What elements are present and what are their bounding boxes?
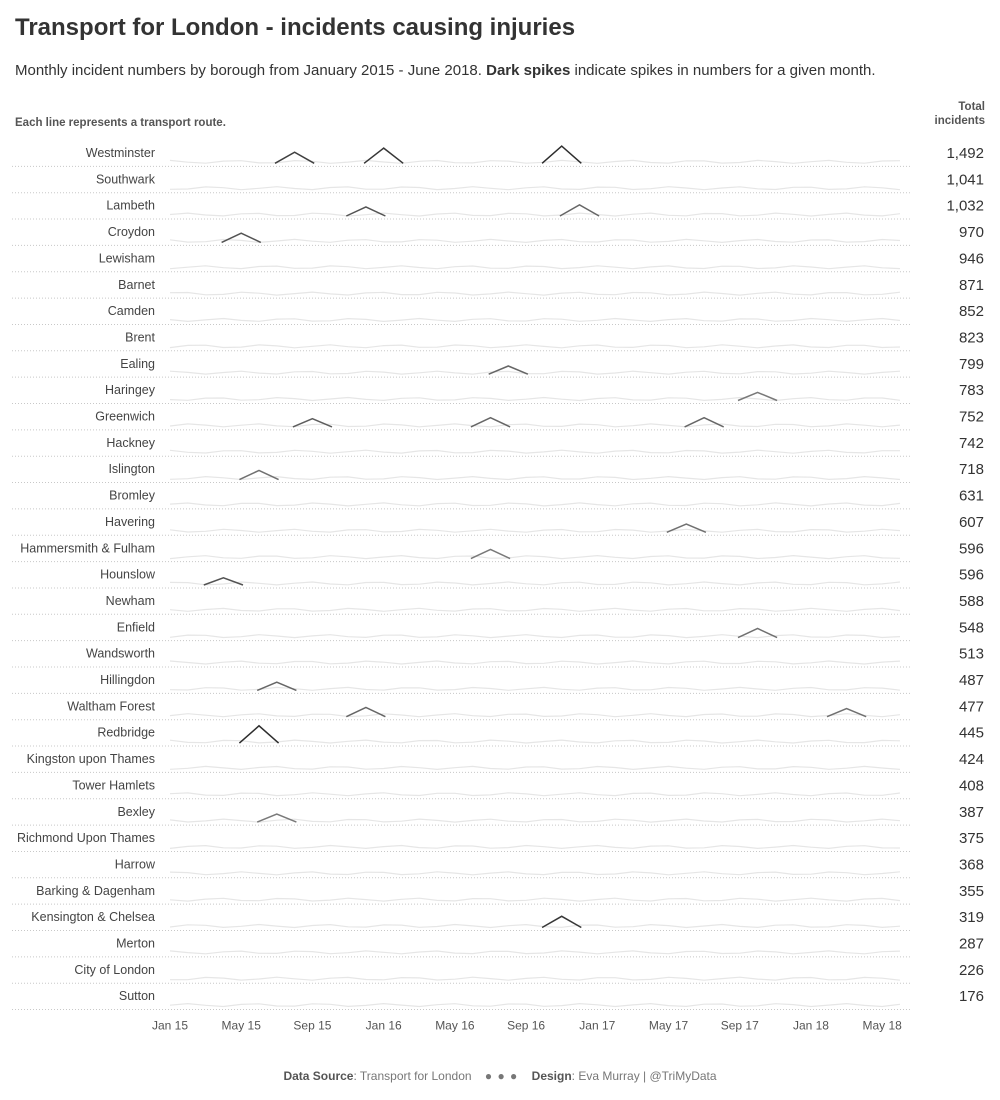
borough-label: Barking & Dagenham <box>36 883 155 898</box>
borough-label: Bexley <box>117 804 155 819</box>
source-label: Data Source <box>283 1069 354 1083</box>
route-baseline <box>170 714 900 717</box>
borough-total: 408 <box>958 777 984 795</box>
borough-label: Southwark <box>95 172 155 187</box>
x-tick-label: May 15 <box>221 1018 261 1033</box>
borough-label: Kensington & Chelsea <box>31 910 155 925</box>
x-tick-label: May 16 <box>435 1018 475 1033</box>
borough-total: 596 <box>958 566 984 584</box>
borough-total: 176 <box>958 988 984 1006</box>
borough-label: City of London <box>74 962 155 977</box>
borough-total: 588 <box>958 592 984 610</box>
x-tick-label: Jan 16 <box>365 1018 402 1033</box>
borough-label: Hillingdon <box>100 673 155 687</box>
subtitle-text: Monthly incident numbers by borough from January 2015 - June 2018. <box>15 62 487 79</box>
borough-label: Merton <box>116 936 155 951</box>
separator-dots: ● ● ● <box>484 1069 519 1083</box>
borough-row <box>12 988 984 1009</box>
borough-total: 319 <box>958 909 984 927</box>
borough-total: 871 <box>958 276 984 294</box>
route-baseline <box>170 556 900 559</box>
borough-row <box>12 646 984 667</box>
x-tick-label: Jan 17 <box>579 1018 616 1033</box>
borough-total: 799 <box>958 355 984 373</box>
incident-spike <box>222 233 261 242</box>
incident-spike <box>471 549 510 558</box>
borough-total: 355 <box>958 882 984 900</box>
route-baseline <box>170 450 900 453</box>
borough-total: 596 <box>958 540 984 558</box>
route-baseline <box>170 846 900 849</box>
route-baseline <box>170 213 900 216</box>
borough-total: 631 <box>958 487 984 505</box>
route-baseline <box>170 292 900 295</box>
borough-label: Redbridge <box>97 725 155 740</box>
borough-row <box>12 593 984 614</box>
footer <box>0 1069 1000 1083</box>
borough-label: Hammersmith & Fulham <box>20 541 155 556</box>
borough-total: 1,032 <box>946 197 984 215</box>
route-baseline <box>170 187 900 190</box>
borough-row <box>12 145 984 166</box>
route-baseline <box>170 582 900 585</box>
borough-row <box>12 382 984 403</box>
borough-row <box>12 488 984 509</box>
route-baseline <box>170 793 900 796</box>
borough-total: 742 <box>958 434 984 452</box>
subtitle-emphasis: Dark spikes <box>486 62 571 79</box>
borough-total: 487 <box>958 672 984 689</box>
borough-row <box>12 356 984 377</box>
borough-row <box>12 725 984 746</box>
borough-label: Waltham Forest <box>67 699 155 714</box>
borough-label: Barnet <box>118 277 155 292</box>
borough-row <box>12 171 984 192</box>
borough-label: Enfield <box>116 620 155 635</box>
route-baseline <box>170 371 900 374</box>
borough-total: 970 <box>958 224 984 242</box>
route-baseline <box>170 266 900 269</box>
borough-total: 548 <box>958 619 984 637</box>
borough-label: Greenwich <box>95 409 155 424</box>
x-tick-label: Sep 17 <box>720 1018 759 1033</box>
borough-label: Wandsworth <box>85 646 155 661</box>
source-value: : Transport for London <box>353 1069 472 1083</box>
route-baseline <box>170 925 900 928</box>
borough-row <box>12 856 984 877</box>
borough-label: Bromley <box>109 488 155 503</box>
borough-total: 375 <box>958 830 984 848</box>
borough-total: 1,041 <box>946 171 984 189</box>
borough-label: Lambeth <box>106 198 155 213</box>
borough-total: 783 <box>958 382 984 400</box>
borough-label: Newham <box>105 593 155 608</box>
borough-label: Westminster <box>85 146 155 160</box>
borough-total: 823 <box>958 329 984 347</box>
borough-row <box>12 777 984 798</box>
borough-row <box>12 409 984 430</box>
route-baseline <box>170 608 900 611</box>
total-header-line1: Total <box>958 101 985 113</box>
route-baseline <box>170 766 900 769</box>
borough-row <box>12 936 984 957</box>
route-baseline <box>170 687 900 690</box>
route-baseline <box>170 740 900 743</box>
borough-label: Brent <box>125 330 155 345</box>
design-value: : Eva Murray | @TriMyData <box>571 1069 717 1083</box>
borough-total: 477 <box>958 698 984 716</box>
route-baseline <box>170 635 900 638</box>
x-tick-label: May 18 <box>862 1018 902 1033</box>
borough-total: 226 <box>958 961 984 979</box>
borough-row <box>12 277 984 298</box>
route-baseline <box>170 503 900 506</box>
borough-total: 752 <box>958 408 984 426</box>
borough-total: 718 <box>958 461 984 479</box>
subtitle-text-end: indicate spikes in numbers for a given month. <box>570 62 876 79</box>
borough-total: 852 <box>958 303 984 321</box>
borough-total: 387 <box>958 803 984 821</box>
borough-row <box>12 435 984 456</box>
borough-row <box>12 830 984 851</box>
borough-label: Camden <box>107 304 155 319</box>
borough-row <box>12 514 984 535</box>
incident-spike <box>257 814 296 822</box>
route-baseline <box>170 477 900 480</box>
borough-total: 513 <box>958 645 984 663</box>
borough-row <box>12 698 984 719</box>
borough-row <box>12 329 984 350</box>
borough-label: Tower Hamlets <box>72 778 155 793</box>
borough-label: Havering <box>104 514 155 529</box>
incident-spike <box>685 418 724 427</box>
route-baseline <box>170 345 900 348</box>
borough-label: Kingston upon Thames <box>26 752 155 767</box>
total-header-line2: incidents <box>934 115 985 127</box>
x-tick-label: Jan 18 <box>792 1018 829 1033</box>
route-baseline <box>170 898 900 901</box>
route-baseline <box>170 424 900 427</box>
borough-label: Islington <box>108 462 155 477</box>
chart-note: Each line represents a transport route. <box>15 117 226 129</box>
x-tick-label: May 17 <box>648 1018 689 1033</box>
route-baseline <box>170 398 900 401</box>
borough-label: Sutton <box>118 989 155 1004</box>
borough-row <box>12 883 984 904</box>
incident-spike <box>239 726 278 743</box>
x-tick-label: Jan 15 <box>151 1018 189 1033</box>
borough-total: 368 <box>958 856 984 874</box>
route-baseline <box>170 951 900 954</box>
x-tick-label: Sep 16 <box>507 1018 546 1033</box>
borough-row <box>12 751 984 772</box>
page-title: Transport for London - incidents causing injuries <box>15 14 576 41</box>
borough-row <box>12 303 984 324</box>
route-baseline <box>170 239 900 242</box>
borough-total: 287 <box>958 935 984 953</box>
borough-label: Ealing <box>120 356 155 371</box>
borough-row <box>12 540 984 561</box>
borough-row <box>12 909 984 930</box>
borough-row <box>12 672 984 693</box>
route-baseline <box>170 1004 900 1007</box>
borough-row <box>12 250 984 271</box>
borough-row <box>12 567 984 588</box>
borough-row <box>12 962 984 983</box>
borough-row <box>12 619 984 640</box>
borough-label: Hounslow <box>100 567 155 582</box>
borough-total: 424 <box>958 751 984 769</box>
borough-total: 607 <box>958 513 984 531</box>
borough-total: 946 <box>958 250 984 268</box>
route-baseline <box>170 819 900 822</box>
borough-row <box>12 224 984 245</box>
route-baseline <box>170 529 900 532</box>
borough-label: Haringey <box>104 383 155 398</box>
borough-label: Richmond Upon Thames <box>16 831 155 846</box>
borough-total: 445 <box>958 724 984 742</box>
borough-row <box>12 198 984 219</box>
borough-row <box>12 461 984 482</box>
x-tick-label: Sep 15 <box>293 1018 332 1033</box>
borough-label: Croydon <box>107 225 155 240</box>
borough-total: 1,492 <box>946 145 984 162</box>
route-baseline <box>170 319 900 322</box>
route-baseline <box>170 872 900 875</box>
route-baseline <box>170 661 900 664</box>
borough-label: Hackney <box>106 435 155 450</box>
borough-label: Lewisham <box>98 251 155 266</box>
design-label: Design <box>531 1069 572 1083</box>
borough-label: Harrow <box>114 857 155 872</box>
borough-row <box>12 804 984 825</box>
route-baseline <box>170 977 900 980</box>
